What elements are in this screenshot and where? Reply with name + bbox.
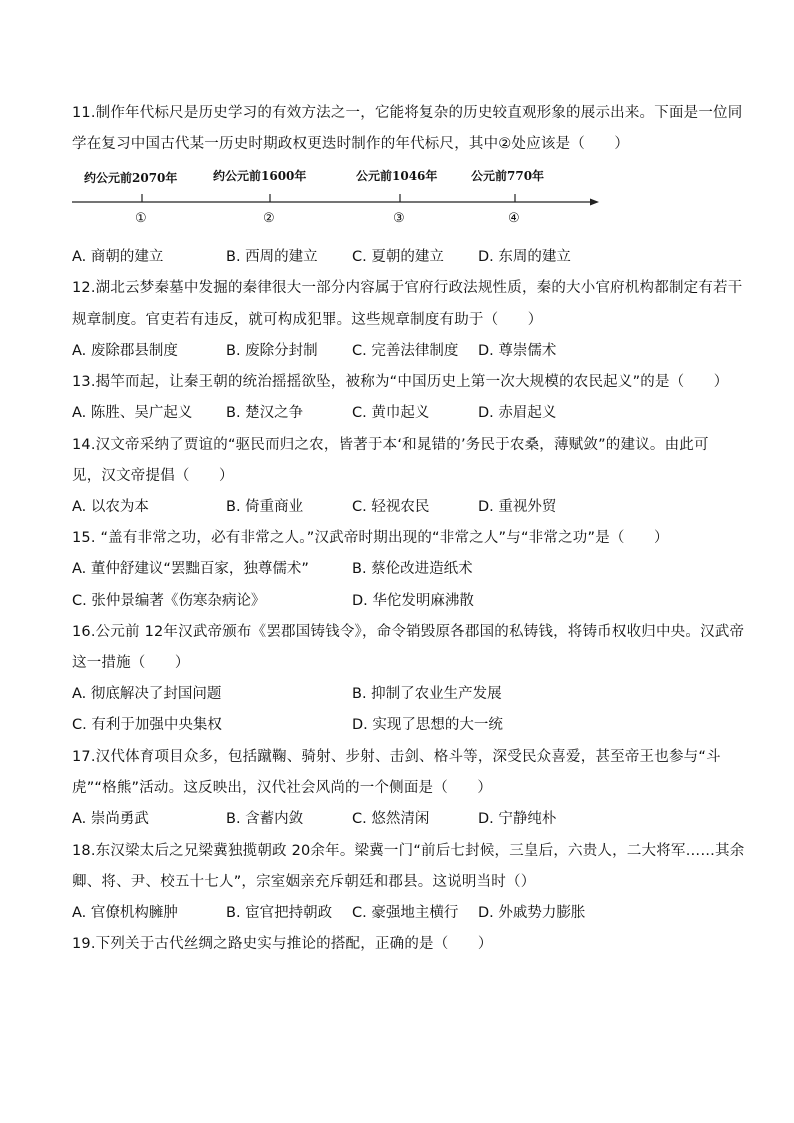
q13-option-c: C. 黄巾起义 [352,405,430,421]
timeline-label-2: 约公元前1600年 [213,169,307,183]
q12-option-c: C. 完善法律制度 [352,343,459,359]
timeline-label-4: 公元前770年 [471,169,545,183]
q11-stem-line2: 学在复习中国古代某一历史时期政权更迭时制作的年代标尺，其中②处应该是（ ） [72,136,630,152]
q17-option-c: C. 悠然清闲 [352,811,430,827]
q12-option-b: B. 废除分封制 [226,343,318,359]
q17-stem-line2: 虎”“格熊”活动。这反映出，汉代社会风尚的一个侧面是（ ） [72,780,493,796]
q13-option-a: A. 陈胜、吴广起义 [72,405,193,421]
q15-option-d: D. 华佗发明麻沸散 [352,593,474,609]
q16-option-d: D. 实现了思想的大一统 [352,717,503,733]
q11-option-d: D. 东周的建立 [478,249,571,265]
q18-stem-line2: 卿、将、尹、校五十七人”，宗室姻亲充斥朝廷和郡县。这说明当时（） [72,874,536,890]
q19-stem-line1: 19.下列关于古代丝绸之路史实与推论的搭配，正确的是（ ） [72,936,493,952]
q14-option-c: C. 轻视农民 [352,499,430,515]
q13-stem-line1: 13.揭竿而起，让秦王朝的统治摇摇欲坠，被称为“中国历史上第一次大规模的农民起义”的是（ ） [72,374,729,390]
q11-option-b: B. 西周的建立 [226,249,318,265]
q18-option-a: A. 官僚机构臃肿 [72,905,178,921]
q18-stem-line1: 18.东汉梁太后之兄梁冀独揽朝政 20余年。梁冀一门“前后七封候，三皇后，六贵人，二大将军……其余 [72,843,745,859]
q12-stem-line2: 规章制度。官吏若有违反，就可构成犯罪。这些规章制度有助于（ ） [72,312,543,328]
q15-option-a: A. 董仲舒建议“罢黜百家，独尊儒术” [72,561,309,577]
q14-stem-line2: 见，汉文帝提倡（ ） [72,468,234,484]
timeline-label-1: 约公元前2070年 [84,171,178,185]
timeline-arrow-icon [590,199,599,206]
q14-option-b: B. 倚重商业 [226,499,304,515]
q16-option-a: A. 彻底解决了封国问题 [72,686,222,702]
q17-option-d: D. 宁静纯朴 [478,811,557,827]
q12-option-a: A. 废除郡县制度 [72,343,178,359]
q16-option-c: C. 有利于加强中央集权 [72,717,222,733]
q18-option-c: C. 豪强地主横行 [352,905,459,921]
q13-option-b: B. 楚汉之争 [226,405,304,421]
q12-option-d: D. 尊崇儒术 [478,343,557,359]
q12-stem-line1: 12.湖北云梦秦墓中发掘的秦律很大一部分内容属于官府行政法规性质，秦的大小官府机构都制定有若干 [72,280,743,296]
timeline-marker-4: ④ [508,211,520,226]
q11-stem-line1: 11.制作年代标尺是历史学习的有效方法之一，它能将复杂的历史较直观形象的展示出来。下面是一位同 [72,105,743,121]
timeline-marker-2: ② [263,211,275,226]
q17-option-b: B. 含蓄内敛 [226,811,304,827]
q18-option-b: B. 宦官把持朝政 [226,905,333,921]
q14-stem-line1: 14.汉文帝采纳了贾谊的“驱民而归之农，皆著于本‘和晁错的’务民于农桑，薄赋敛”的建议。由此可 [72,437,709,453]
q13-option-d: D. 赤眉起义 [478,405,557,421]
q11-option-a: A. 商朝的建立 [72,249,164,265]
q15-option-b: B. 蔡伦改进造纸术 [352,561,473,577]
q15-option-c: C. 张仲景编著《伤寒杂病论》 [72,593,266,609]
timeline-marker-3: ③ [393,211,405,226]
timeline-label-3: 公元前1046年 [356,169,438,183]
timeline-marker-1: ① [135,211,147,226]
q17-stem-line1: 17.汉代体育项目众多，包括蹴鞠、骑射、步射、击剑、格斗等，深受民众喜爱，甚至帝王也参与“斗 [72,749,721,765]
q14-option-a: A. 以农为本 [72,499,149,515]
q17-option-a: A. 崇尚勇武 [72,811,149,827]
q18-option-d: D. 外戚势力膨胀 [478,905,586,921]
q16-option-b: B. 抑制了农业生产发展 [352,686,502,702]
q15-stem-line1: 15. “盖有非常之功，必有非常之人。”汉武帝时期出现的“非常之人”与“非常之功”是（ ） [72,530,669,546]
q11-option-c: C. 夏朝的建立 [352,249,444,265]
timeline-axis [70,194,602,210]
q14-option-d: D. 重视外贸 [478,499,557,515]
q16-stem-line2: 这一措施（ ） [72,655,190,671]
q16-stem-line1: 16.公元前 12年汉武帝颁布《罢郡国铸钱令》，命令销毁原各郡国的私铸钱，将铸币权收归中央。汉武帝 [72,624,745,640]
